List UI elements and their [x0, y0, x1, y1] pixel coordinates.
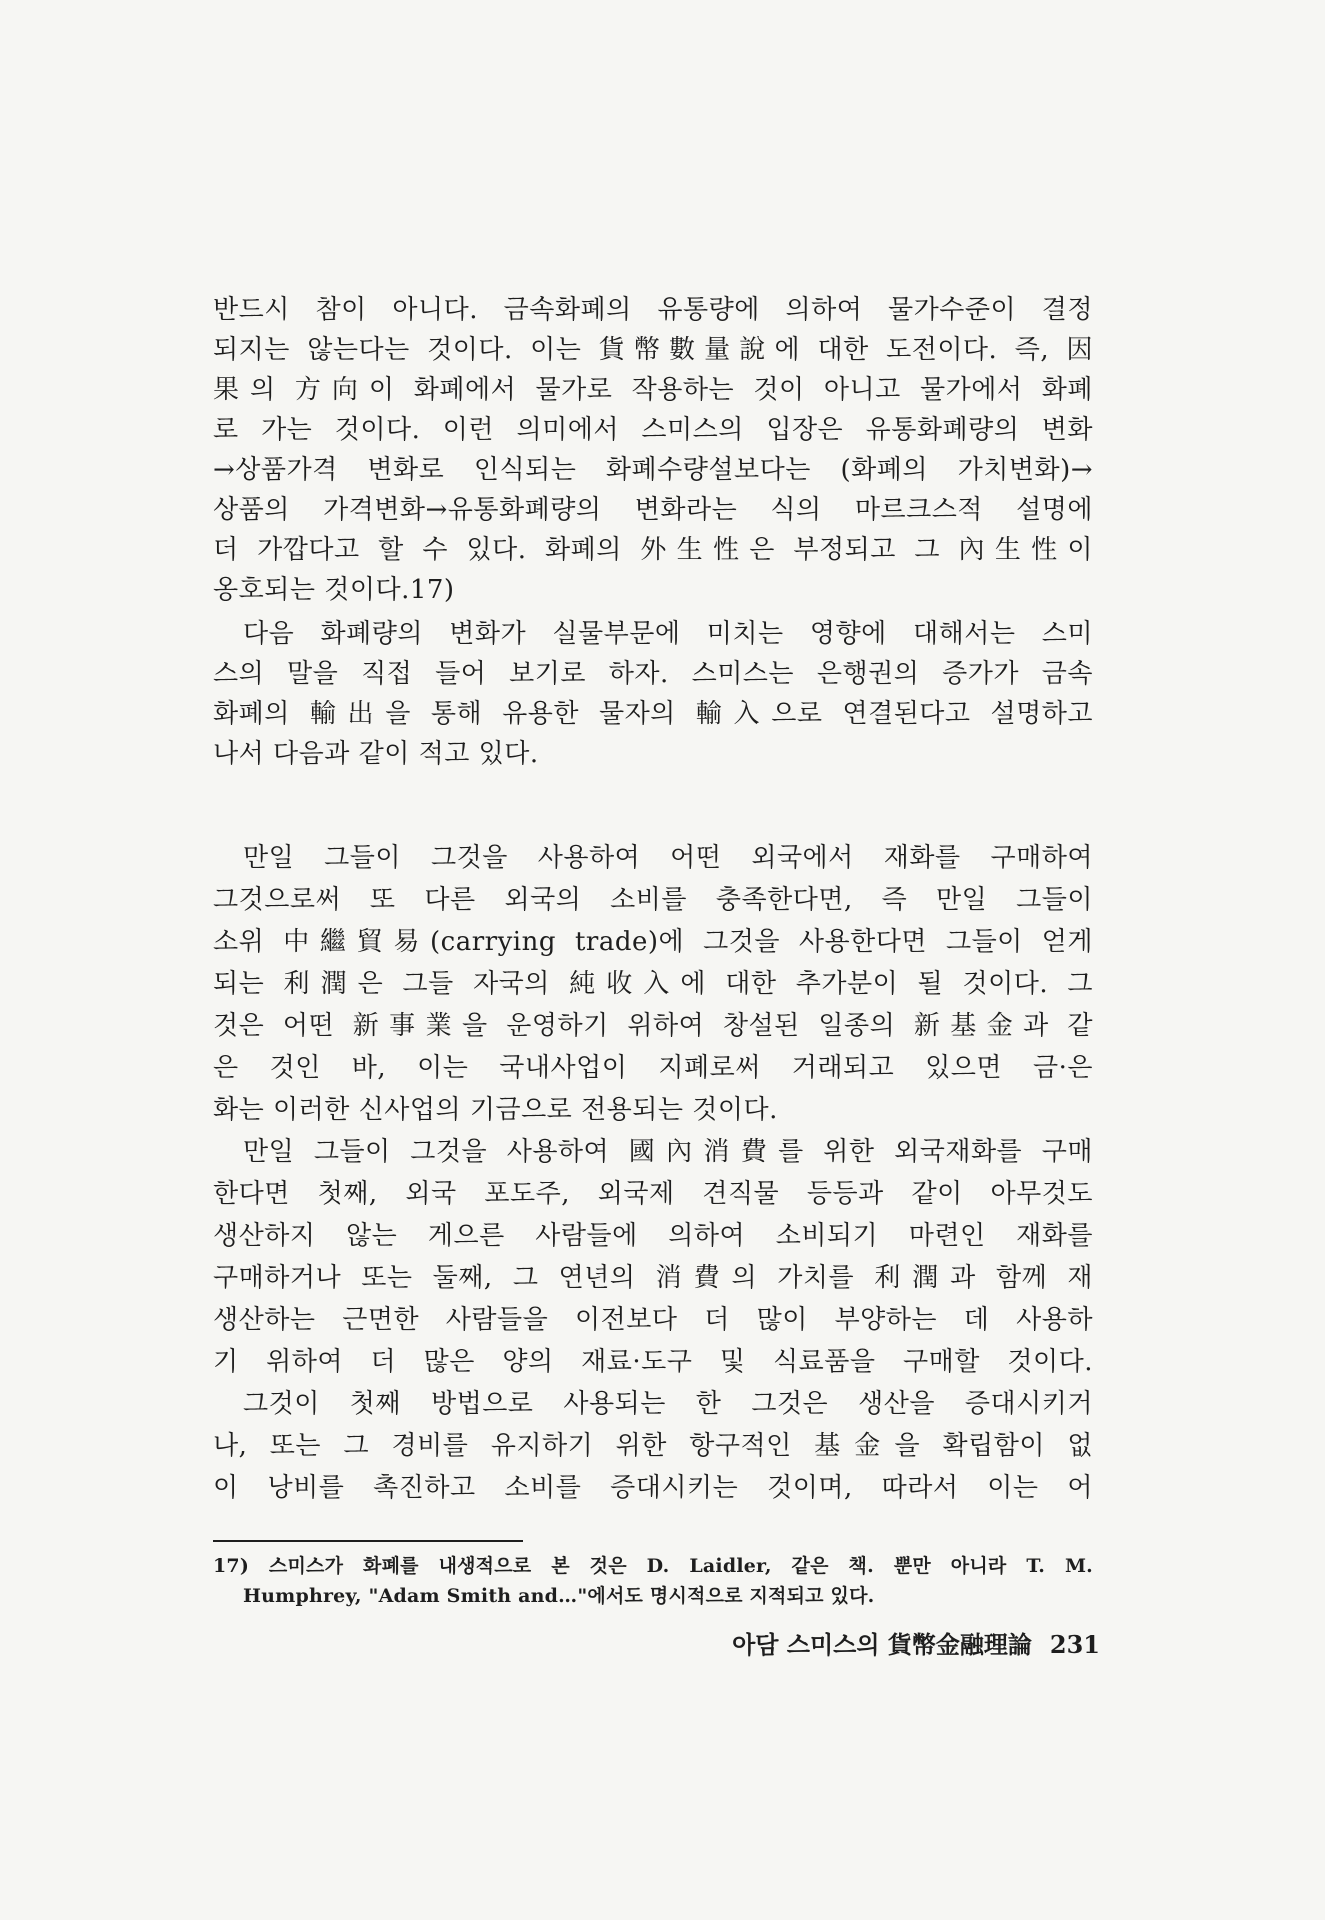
body-line: →상품가격 변화로 인식되는 화폐수량설보다는 (화폐의 가치변화)→ [213, 455, 1093, 485]
quote-line: 것은 어떤 新事業을 운영하기 위하여 창설된 일종의 新基金과 같 [213, 1011, 1093, 1041]
quote-line: 은 것인 바, 이는 국내사업이 지폐로써 거래되고 있으면 금·은 [213, 1053, 1093, 1083]
quote-line: 한다면 첫째, 외국 포도주, 외국제 견직물 등등과 같이 아무것도 [213, 1179, 1093, 1209]
footnote-divider [213, 1540, 523, 1542]
quote-line: 소위 中繼貿易(carrying trade)에 그것을 사용한다면 그들이 얻게 [213, 927, 1093, 957]
quote-line: 되는 利潤은 그들 자국의 純收入에 대한 추가분이 될 것이다. 그 [213, 969, 1093, 999]
quote-line: 나, 또는 그 경비를 유지하기 위한 항구적인 基金을 확립함이 없 [213, 1431, 1093, 1461]
quote-line: 그것이 첫째 방법으로 사용되는 한 그것은 생산을 증대시키거 [243, 1389, 1093, 1419]
quote-line: 이 낭비를 촉진하고 소비를 증대시키는 것이며, 따라서 이는 어 [213, 1473, 1093, 1503]
body-line: 果의 方向이 화폐에서 물가로 작용하는 것이 아니고 물가에서 화폐 [213, 375, 1093, 405]
body-line: 반드시 참이 아니다. 금속화폐의 유통량에 의하여 물가수준이 결정 [213, 295, 1093, 325]
body-line-with-footnote-ref: 옹호되는 것이다.17) [213, 575, 455, 605]
body-line: 나서 다음과 같이 적고 있다. [213, 739, 539, 769]
running-title: 아담 스미스의 貨幣金融理論 [732, 1630, 1032, 1659]
body-line: 스의 말을 직접 들어 보기로 하자. 스미스는 은행권의 증가가 금속 [213, 659, 1093, 689]
quote-line: 만일 그들이 그것을 사용하여 어떤 외국에서 재화를 구매하여 [243, 843, 1093, 873]
running-footer [680, 1628, 1100, 1662]
quote-line: 화는 이러한 신사업의 기금으로 전용되는 것이다. [213, 1095, 778, 1125]
quote-line: 구매하거나 또는 둘째, 그 연년의 消費의 가치를 利潤과 함께 재 [213, 1263, 1093, 1293]
body-line: 상품의 가격변화→유통화폐량의 변화라는 식의 마르크스적 설명에 [213, 495, 1093, 525]
page-number: 231 [1049, 1630, 1100, 1659]
body-line: 되지는 않는다는 것이다. 이는 貨幣數量說에 대한 도전이다. 즉, 因 [213, 335, 1093, 365]
body-line: 화폐의 輸出을 통해 유용한 물자의 輸入으로 연결된다고 설명하고 [213, 699, 1093, 729]
quote-line: 생산하는 근면한 사람들을 이전보다 더 많이 부양하는 데 사용하 [213, 1305, 1093, 1335]
quote-line: 기 위하여 더 많은 양의 재료·도구 및 식료품을 구매할 것이다. [213, 1347, 1093, 1377]
footnote-line: 17) 스미스가 화폐를 내생적으로 본 것은 D. Laidler, 같은 책. 뿐만 아니라 T. M. [213, 1555, 1093, 1577]
quote-line: 만일 그들이 그것을 사용하여 國內消費를 위한 외국재화를 구매 [243, 1137, 1093, 1167]
body-line: 로 가는 것이다. 이런 의미에서 스미스의 입장은 유통화폐량의 변화 [213, 415, 1093, 445]
quote-line: 그것으로써 또 다른 외국의 소비를 충족한다면, 즉 만일 그들이 [213, 885, 1093, 915]
footnote-line: Humphrey, "Adam Smith and…"에서도 명시적으로 지적되고 있다. [243, 1585, 875, 1607]
body-line: 더 가깝다고 할 수 있다. 화폐의 外生性은 부정되고 그 內生性이 [213, 535, 1093, 565]
quote-line: 생산하지 않는 게으른 사람들에 의하여 소비되기 마련인 재화를 [213, 1221, 1093, 1251]
body-line: 다음 화폐량의 변화가 실물부문에 미치는 영향에 대해서는 스미 [243, 619, 1093, 649]
